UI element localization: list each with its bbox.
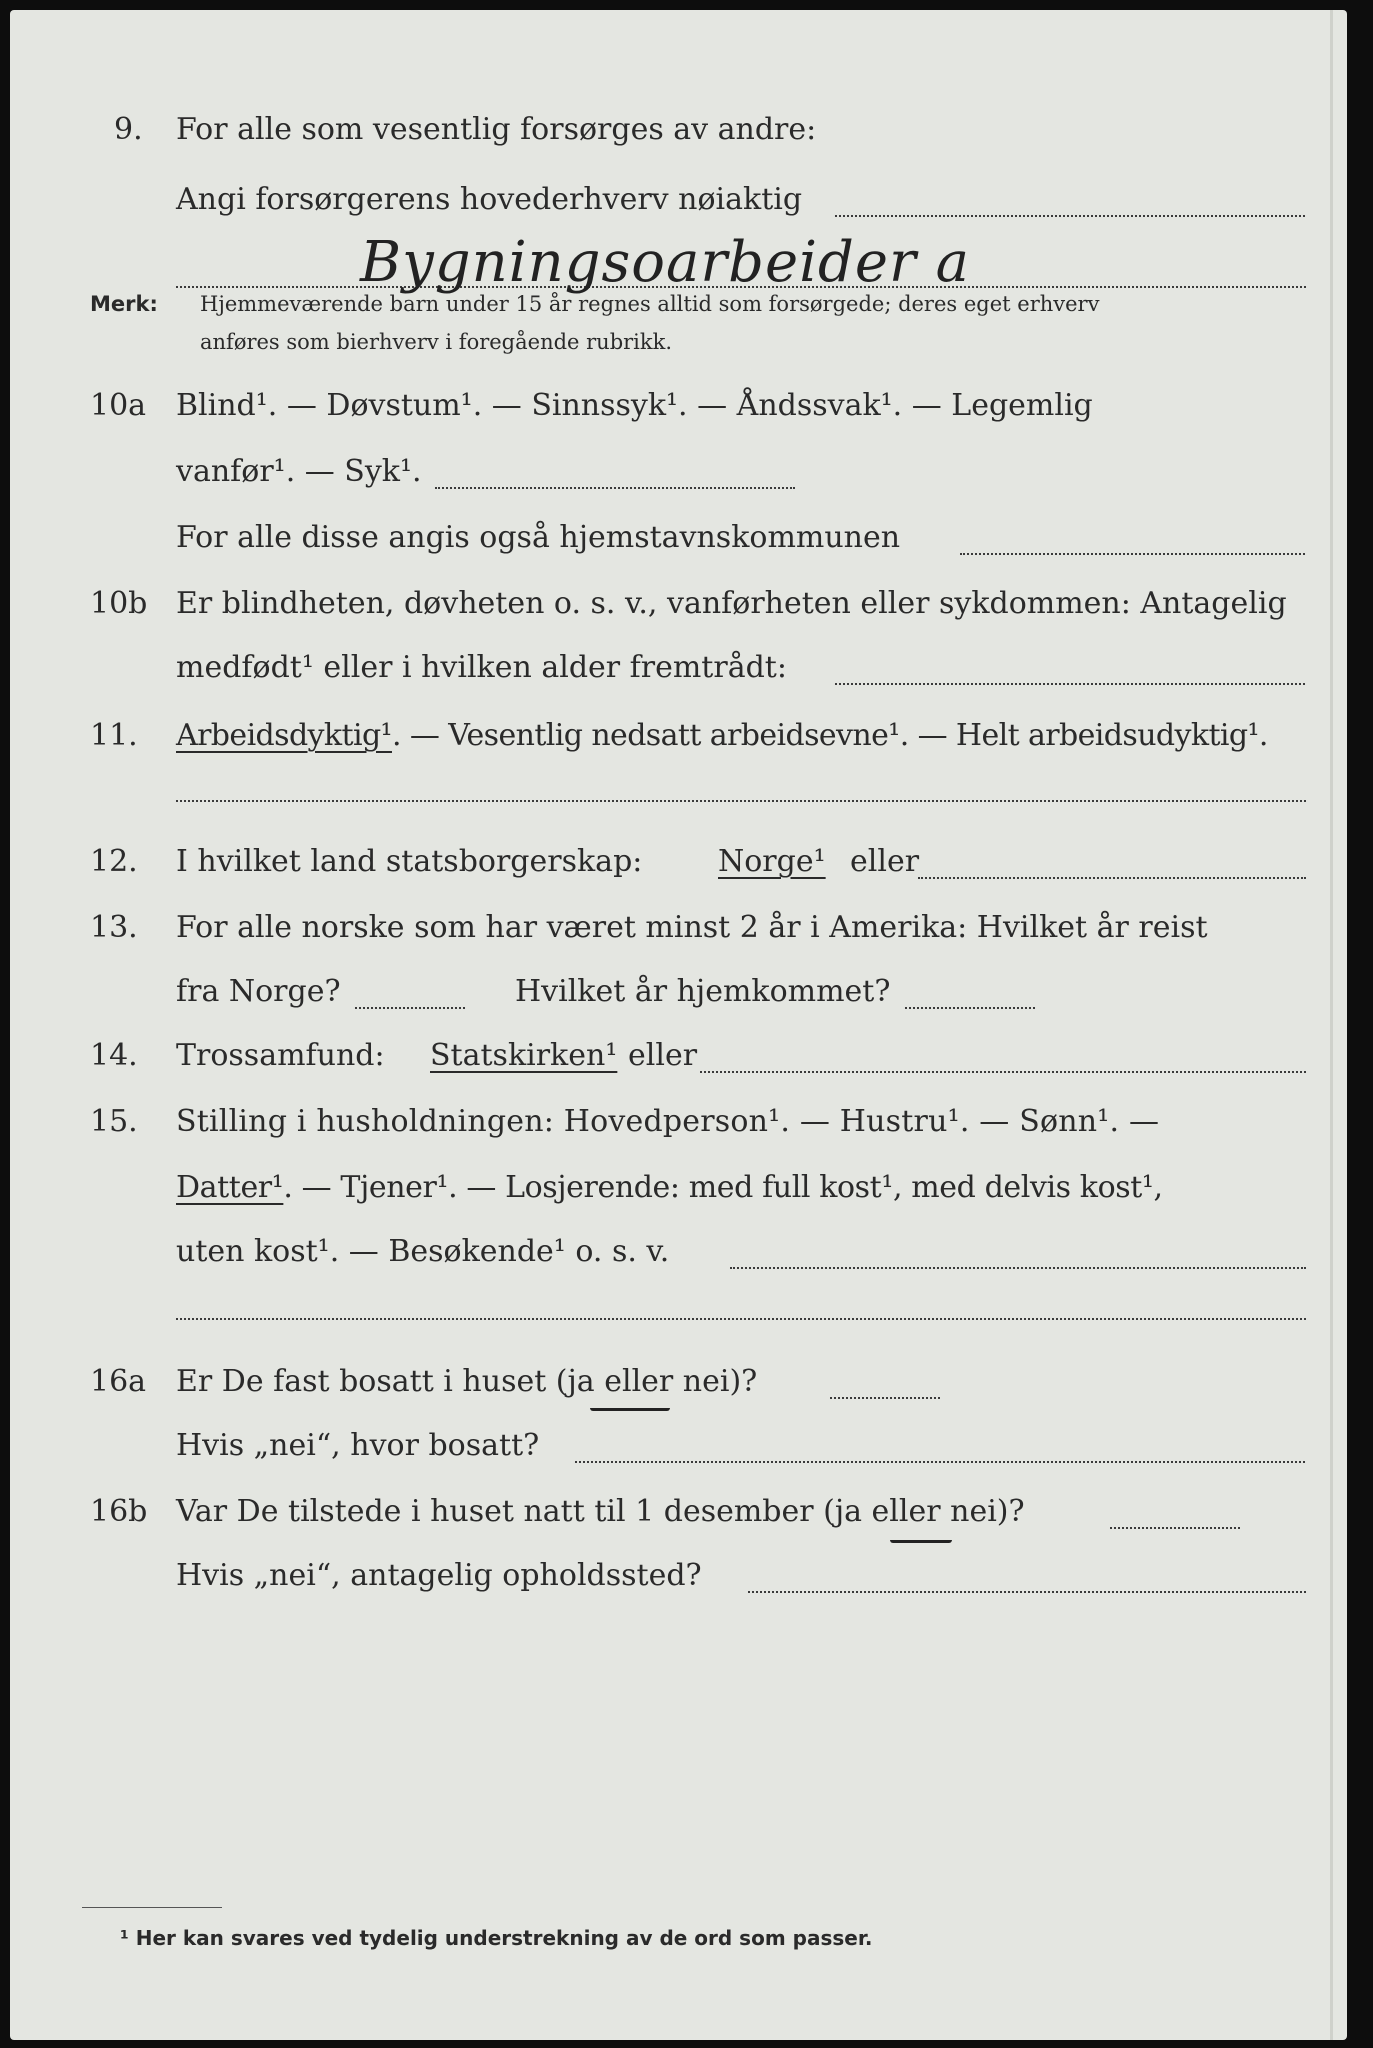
q9-subtext: Angi forsørgerens hovederhverv nøiaktig xyxy=(176,182,803,217)
q13-text-2b: Hvilket år hjemkommet? xyxy=(515,974,891,1009)
q13-number: 13. xyxy=(90,910,138,945)
answer-line xyxy=(918,877,1306,879)
q12-number: 12. xyxy=(90,844,138,879)
q14-text-post: eller xyxy=(628,1038,698,1073)
q10b-text-2: medfødt¹ eller i hvilken alder fremtrådt: xyxy=(176,650,787,685)
q10a-text-2: vanfør¹. — Syk¹. xyxy=(176,454,422,489)
q12-text: I hvilket land statsborgerskap: xyxy=(176,844,643,879)
answer-line xyxy=(835,215,1305,217)
q9-text: For alle som vesentlig forsørges av andre: xyxy=(176,112,817,147)
answer-line xyxy=(700,1071,1306,1073)
q15-text-2 xyxy=(176,1170,1163,1205)
q15-text-2-rest: . — Tjener¹. — Losjerende: med full kost¹, med delvis kost¹, xyxy=(283,1170,1163,1205)
merk-text-2: anføres som bierhverv i foregående rubrikk. xyxy=(200,330,673,354)
handwritten-underline xyxy=(890,1540,952,1543)
answer-line xyxy=(748,1591,1306,1593)
q16a-text-2: Hvis „nei“, hvor bosatt? xyxy=(176,1428,540,1463)
answer-line xyxy=(176,1318,1306,1320)
handwritten-underline xyxy=(590,1408,670,1411)
q13-text: For alle norske som har været minst 2 år i Amerika: Hvilket år reist xyxy=(176,910,1208,945)
q10a-number: 10a xyxy=(90,388,147,423)
q16a-text: Er De fast bosatt i huset (ja eller nei)? xyxy=(176,1364,758,1399)
handwritten-answer: Bygningsoarbeider a xyxy=(360,230,970,295)
q16b-text: Var De tilstede i huset natt til 1 desember (ja eller nei)? xyxy=(176,1494,1025,1529)
q15-text: Stilling i husholdningen: Hovedperson¹. — Hustru¹. — Sønn¹. — xyxy=(176,1104,1160,1139)
q10a-text: Blind¹. — Døvstum¹. — Sinnssyk¹. — Åndssvak¹. — Legemlig xyxy=(176,388,1093,423)
q14-option-underlined: Statskirken¹ xyxy=(430,1038,618,1073)
q15-number: 15. xyxy=(90,1104,138,1139)
answer-line xyxy=(575,1461,1305,1463)
q12-text-post: eller xyxy=(850,844,920,879)
q11-option-underlined: Arbeidsdyktig¹ xyxy=(176,718,392,753)
answer-line xyxy=(905,1007,1035,1009)
answer-line xyxy=(830,1397,940,1399)
answer-line xyxy=(1110,1527,1240,1529)
footnote: ¹ Her kan svares ved tydelig understrekning av de ord som passer. xyxy=(120,1926,873,1950)
q14-number: 14. xyxy=(90,1038,138,1073)
q10b-number: 10b xyxy=(90,586,148,621)
answer-line xyxy=(960,553,1305,555)
answer-line xyxy=(835,683,1305,685)
q16a-number: 16a xyxy=(90,1364,147,1399)
footnote-rule xyxy=(82,1907,222,1908)
q11-number: 11. xyxy=(90,718,138,753)
merk-label: Merk: xyxy=(90,292,158,316)
q9-number: 9. xyxy=(114,112,143,147)
answer-line xyxy=(730,1267,1306,1269)
q15-option-underlined: Datter¹ xyxy=(176,1170,284,1205)
q10b-text: Er blindheten, døvheten o. s. v., vanførheten eller sykdommen: Antagelig xyxy=(176,586,1287,621)
q14-text: Trossamfund: xyxy=(176,1038,385,1073)
q11-text-rest: . — Vesentlig nedsatt arbeidsevne¹. — Helt arbeidsudyktig¹. xyxy=(391,718,1268,753)
answer-line xyxy=(355,1007,465,1009)
q12-option-underlined: Norge¹ xyxy=(718,844,826,879)
q15-text-3: uten kost¹. — Besøkende¹ o. s. v. xyxy=(176,1234,670,1269)
q9-answer-row xyxy=(10,230,1347,298)
answer-line xyxy=(176,800,1306,802)
q16b-number: 16b xyxy=(90,1494,148,1529)
q10a-text-3: For alle disse angis også hjemstavnskommunen xyxy=(176,520,901,555)
census-form-page xyxy=(10,10,1347,2040)
q13-text-2a: fra Norge? xyxy=(176,974,341,1009)
q16b-text-2: Hvis „nei“, antagelig opholdssted? xyxy=(176,1558,702,1593)
answer-line xyxy=(435,487,795,489)
q11-text xyxy=(176,718,1268,753)
merk-text: Hjemmeværende barn under 15 år regnes alltid som forsørgede; deres eget erhverv xyxy=(200,292,1100,316)
